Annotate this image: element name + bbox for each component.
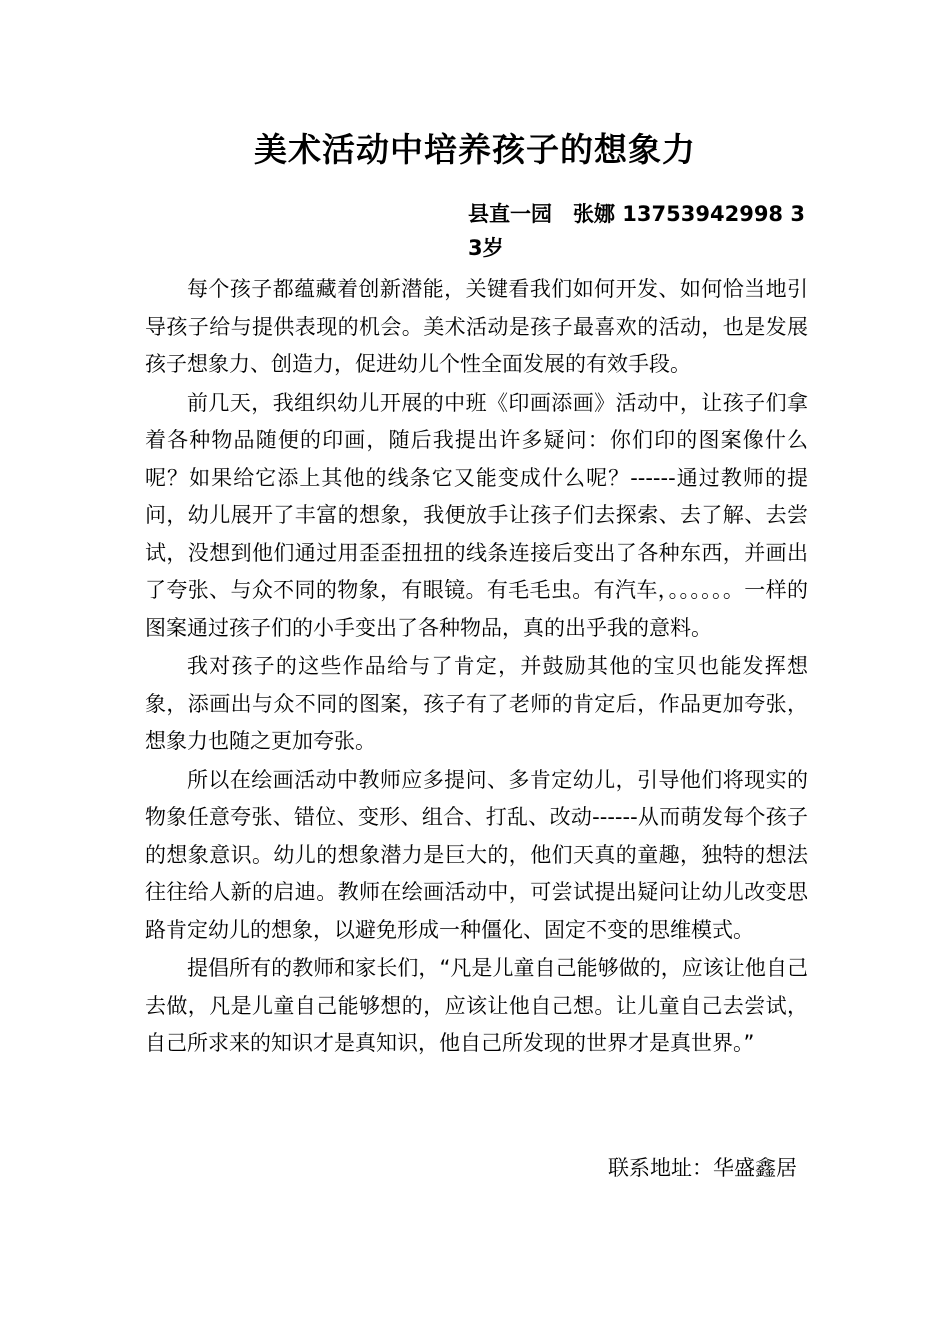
- contact-address: 联系地址：华盛鑫居: [608, 1156, 797, 1180]
- paragraph-4: 所以在绘画活动中教师应多提问、多肯定幼儿，引导他们将现实的物象任意夸张、错位、变形、组合、打乱、改动------从而萌发每个孩子的想象意识。幼儿的想象潜力是巨大的，他们天真的童趣，独特的想法往往给人新的启迪。教师在绘画活动中，可尝试提出疑问让幼儿改变思路肯定幼儿的想象，以避免形成一种僵化、固定不变的思维模式。: [145, 767, 808, 942]
- document-title: 美术活动中培养孩子的想象力: [254, 130, 696, 169]
- paragraph-3: 我对孩子的这些作品给与了肯定，并鼓励其他的宝贝也能发挥想象，添画出与众不同的图案，孩子有了老师的肯定后，作品更加夸张，想象力也随之更加夸张。: [145, 654, 808, 753]
- paragraph-5: 提倡所有的教师和家长们，“凡是儿童自己能够做的，应该让他自己去做，凡是儿童自己能够想的，应该让他自己想。让儿童自己去尝试，自己所求来的知识才是真知识，他自己所发现的世界才是真世界。”: [145, 956, 808, 1055]
- paragraph-2: 前几天，我组织幼儿开展的中班《印画添画》活动中，让孩子们拿着各种物品随便的印画，随后我提出许多疑问：你们印的图案像什么呢？如果给它添上其他的线条它又能变成什么呢？------通过教师的提问，幼儿展开了丰富的想象，我便放手让孩子们去探索、去了解、去尝试，没想到他们通过用歪歪扭扭的线条连接后变出了各种东西，并画出了夸张、与众不同的物象，有眼镜。有毛毛虫。有汽车，。。。。。。一样的图案通过孩子们的小手变出了各种物品，真的出乎我的意料。: [145, 390, 808, 640]
- author-line: 县直一园 张娜 13753942998 33岁: [468, 202, 805, 260]
- paragraph-1: 每个孩子都蕴藏着创新潜能，关键看我们如何开发、如何恰当地引导孩子给与提供表现的机会。美术活动是孩子最喜欢的活动，也是发展孩子想象力、创造力，促进幼儿个性全面发展的有效手段。: [145, 277, 808, 376]
- article-body: [145, 271, 808, 1064]
